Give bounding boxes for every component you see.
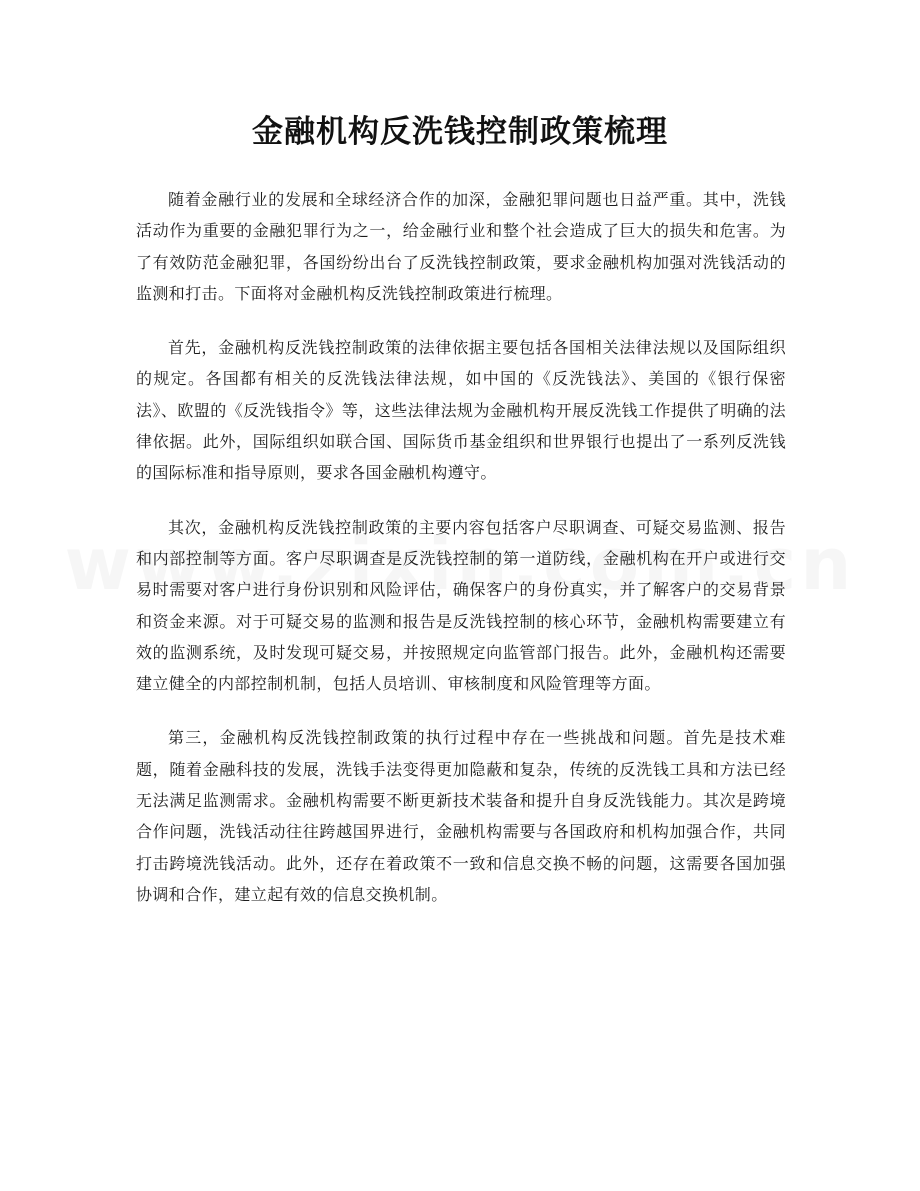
paragraph-main-content: 其次，金融机构反洗钱控制政策的主要内容包括客户尽职调查、可疑交易监测、报告和内部控制等方面。客户尽职调查是反洗钱控制的第一道防线，金融机构在开户或进行交易时需要对客户进行身份识别和风险评估，确保客户的身份真实，并了解客户的交易背景和资金来源。对于可疑交易的监测和报告是反洗钱控制的核心环节，金融机构需要建立有效的监测系统，及时发现可疑交易，并按照规定向监管部门报告。此外，金融机构还需要建立健全的内部控制机制，包括人员培训、审核制度和风险管理等方面。 xyxy=(136,517,786,694)
document-body xyxy=(136,184,786,933)
document-title: 金融机构反洗钱控制政策梳理 xyxy=(252,114,668,150)
paragraph-legal-basis: 首先，金融机构反洗钱控制政策的法律依据主要包括各国相关法律法规以及国际组织的规定。各国都有相关的反洗钱法律法规，如中国的《反洗钱法》、美国的《银行保密法》、欧盟的《反洗钱指令》等，这些法律法规为金融机构开展反洗钱工作提供了明确的法律依据。此外，国际组织如联合国、国际货币基金组织和世界银行也提出了一系列反洗钱的国际标准和指导原则，要求各国金融机构遵守。 xyxy=(136,338,786,483)
paragraph-challenges: 第三，金融机构反洗钱控制政策的执行过程中存在一些挑战和问题。首先是技术难题，随着金融科技的发展，洗钱手法变得更加隐蔽和复杂，传统的反洗钱工具和方法已经无法满足监测需求。金融机构需要不断更新技术装备和提升自身反洗钱能力。其次是跨境合作问题，洗钱活动往往跨越国界进行，金融机构需要与各国政府和机构加强合作，共同打击跨境洗钱活动。此外，还存在着政策不一致和信息交换不畅的问题，这需要各国加强协调和合作，建立起有效的信息交换机制。 xyxy=(136,728,786,904)
paragraph-intro: 随着金融行业的发展和全球经济合作的加深，金融犯罪问题也日益严重。其中，洗钱活动作为重要的金融犯罪行为之一，给金融行业和整个社会造成了巨大的损失和危害。为了有效防范金融犯罪，各国纷纷出台了反洗钱控制政策，要求金融机构加强对洗钱活动的监测和打击。下面将对金融机构反洗钱控制政策进行梳理。 xyxy=(136,190,786,303)
